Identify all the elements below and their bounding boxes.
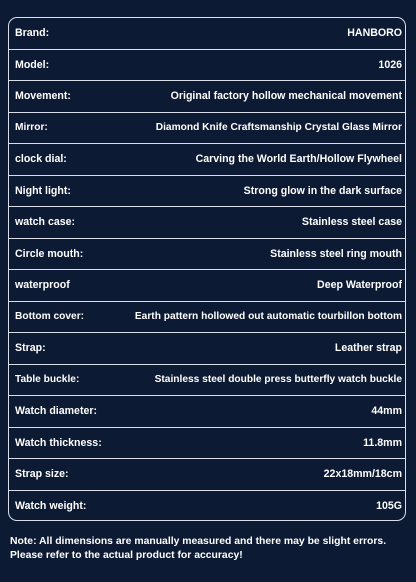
spec-label: Brand: (15, 27, 50, 40)
spec-label: Watch weight: (15, 500, 87, 513)
spec-label: Circle mouth: (15, 247, 84, 260)
spec-label: Movement: (15, 90, 71, 103)
spec-value: Earth pattern hollowed out automatic tourbillon bottom (134, 311, 402, 323)
spec-row-mirror (9, 113, 405, 145)
spec-value: 22x18mm/18cm (323, 468, 402, 481)
spec-value: Leather strap (334, 342, 402, 355)
spec-value: Original factory hollow mechanical movement (170, 90, 402, 103)
spec-label: Strap size: (15, 468, 69, 481)
spec-value: 11.8mm (363, 436, 402, 449)
spec-label: Night light: (15, 184, 71, 197)
spec-row-watch-diameter (9, 396, 405, 428)
spec-label: Table buckle: (15, 374, 80, 386)
spec-value: Stainless steel ring mouth (270, 247, 402, 260)
measurement-note (10, 535, 410, 563)
note-line-1: Note: All dimensions are manually measured and there may be slight errors. (10, 536, 387, 547)
spec-row-watch-thickness (9, 428, 405, 460)
spec-label: Strap: (15, 342, 46, 355)
spec-table (8, 17, 406, 521)
spec-row-waterproof (9, 270, 405, 302)
spec-value: HANBORO (347, 27, 402, 40)
spec-value: Strong glow in the dark surface (243, 184, 402, 197)
spec-label: Mirror: (15, 122, 48, 134)
spec-label: Watch diameter: (15, 405, 98, 418)
spec-row-night-light (9, 176, 405, 208)
spec-value: Diamond Knife Craftsmanship Crystal Glass Mirror (155, 122, 402, 134)
spec-label: clock dial: (15, 153, 67, 166)
spec-value: 1026 (378, 58, 402, 71)
spec-row-clock-dial (9, 144, 405, 176)
spec-row-model (9, 50, 405, 82)
spec-value: Stainless steel double press butterfly watch buckle (154, 374, 402, 386)
spec-value: Stainless steel case (301, 216, 402, 229)
spec-value: Carving the World Earth/Hollow Flywheel (195, 153, 402, 166)
spec-row-watch-weight (9, 491, 405, 522)
spec-label: Watch thickness: (15, 436, 102, 449)
spec-value: Deep Waterproof (317, 279, 402, 292)
spec-label: watch case: (15, 216, 76, 229)
spec-row-strap-size (9, 459, 405, 491)
spec-row-watch-case (9, 207, 405, 239)
spec-label: Bottom cover: (15, 311, 85, 323)
spec-row-strap (9, 333, 405, 365)
spec-row-table-buckle (9, 365, 405, 397)
spec-label: waterproof (15, 279, 70, 292)
spec-row-bottom-cover (9, 302, 405, 334)
spec-value: 105G (376, 500, 402, 513)
note-line-2: Please refer to the actual product for accuracy! (10, 550, 243, 561)
spec-row-brand (9, 18, 405, 50)
spec-label: Model: (15, 58, 50, 71)
spec-value: 44mm (371, 405, 402, 418)
spec-row-circle-mouth (9, 239, 405, 271)
spec-row-movement (9, 81, 405, 113)
